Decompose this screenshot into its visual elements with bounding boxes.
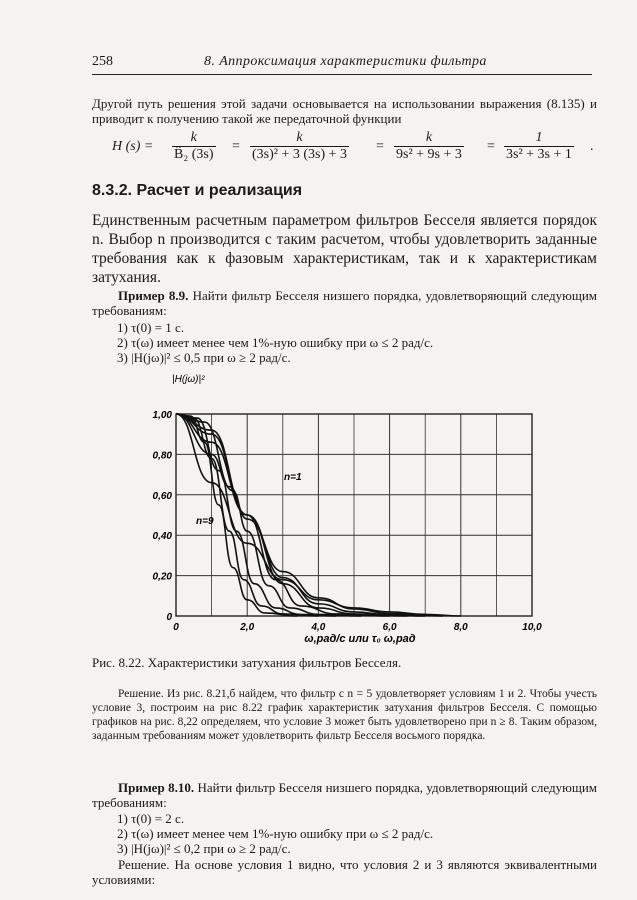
series-line-n-4: [176, 414, 407, 616]
example-text: Найти фильтр Бесселя низшего порядка, удовлетворяющий следующим требованиям:: [92, 780, 598, 810]
fraction-numerator: k: [250, 130, 349, 147]
intro-paragraph: Другой путь решения этой задачи основывается на использовании выражения (8.135) и приводит к получению такой же передаточной функции: [92, 96, 597, 126]
y-tick-label: 0: [166, 612, 172, 623]
requirement-item: 3) |H(jω)|² ≤ 0,5 при ω ≥ 2 рад/с.: [117, 350, 291, 365]
solution-8-9: Решение. Из рис. 8.21,б найдем, что фильтр с n = 5 удовлетворяет условиям 1 и 2. Чтобы учесть условие 3, построим на рис 8.22 график характеристик затухания фильтров Бесселя. С помощью графиков на рис. 8,22 определяем, что условие 3 может быть удовлетворено при n ≥ 8. Таким образом, заданным требованиям может удовлетворить фильтр Бесселя восьмого порядка.: [92, 688, 597, 742]
figure-caption: Рис. 8.22. Характеристики затухания фильтров Бесселя.: [92, 655, 402, 670]
page-number: 258: [92, 54, 113, 69]
y-tick-label: 0,20: [152, 571, 172, 583]
requirement-item: 1) τ(0) = 2 с.: [117, 811, 185, 826]
y-axis-label: |H(jω)|²: [172, 374, 205, 385]
fraction-denominator: 9s² + 9s + 3: [396, 147, 462, 162]
series-line-n-7: [176, 414, 336, 616]
example-8-10-requirements: [117, 811, 433, 856]
y-tick-label: 0,80: [152, 450, 172, 462]
example-text: Найти фильтр Бесселя низшего порядка, удовлетворяющий следующим требованиям:: [92, 288, 598, 318]
y-tick-label: 0,40: [152, 531, 172, 543]
fraction-denominator: 3s² + 3s + 1: [506, 147, 572, 162]
example-label: Пример 8.10.: [118, 780, 195, 795]
example-label: Пример 8.9.: [118, 288, 189, 303]
y-tick-label: 1,00: [152, 410, 172, 421]
x-tick-label: 0: [173, 622, 179, 633]
fraction-denominator: B̂₂ (3s): [174, 147, 214, 162]
fraction-denominator: (3s)² + 3 (3s) + 3: [252, 147, 348, 162]
x-tick-label: 8,0: [453, 622, 468, 633]
solution-8-10: Решение. На основе условия 1 видно, что условия 2 и 3 являются эквивалентными условиями:: [92, 857, 597, 887]
x-tick-label: 6,0: [382, 622, 397, 633]
section-title: 8.3.2. Расчет и реализация: [92, 182, 303, 199]
requirement-item: 2) τ(ω) имеет менее чем 1%-ную ошибку при ω ≤ 2 рад/с.: [117, 335, 434, 350]
x-tick-label: 2,0: [240, 622, 255, 633]
example-8-10: [92, 780, 597, 810]
x-tick-label: 10,0: [522, 622, 542, 633]
series-line-n-9: [176, 414, 297, 616]
requirement-item: 2) τ(ω) имеет менее чем 1%-ную ошибку при ω ≤ 2 рад/с.: [117, 826, 434, 841]
y-tick-label: 0,60: [152, 490, 172, 502]
requirement-item: 3) |H(jω)|² ≤ 0,2 при ω ≥ 2 рад/с.: [117, 841, 291, 856]
annotation-n9: n=9: [196, 516, 214, 527]
formula-end: .: [590, 139, 594, 154]
formula-lhs: H (s) =: [112, 139, 154, 154]
transfer-function-formula: H (s) = $\frac{k}{\text{B̂₂ (3s)}}$ = $\frac{k}{\text{(3s)² + 3 (3s) + 3}}$ = $\frac{k}{\text{9s² + 9s + 3}}$ = $\frac{1}{\text{3s² + 3s + 1}}$ .: [112, 130, 594, 162]
annotation-n1: n=1: [284, 472, 302, 483]
x-axis-label: ω,рад/с или τ₀ ω,рад: [304, 633, 416, 645]
fraction-numerator: k: [394, 130, 464, 147]
running-title: 8. Аппроксимация характеристики фильтра: [204, 54, 487, 69]
section-paragraph: Единственным расчетным параметром фильтров Бесселя является порядок n. Выбор n производится с таким расчетом, чтобы удовлетворить заданные требования как к фазовым характеристикам, так и к характеристикам затухания.: [92, 212, 597, 286]
x-tick-label: 4,0: [311, 622, 326, 633]
fraction-numerator: 1: [504, 130, 574, 147]
fraction-numerator: k: [172, 130, 216, 147]
requirement-item: 1) τ(0) = 1 с.: [117, 320, 185, 335]
